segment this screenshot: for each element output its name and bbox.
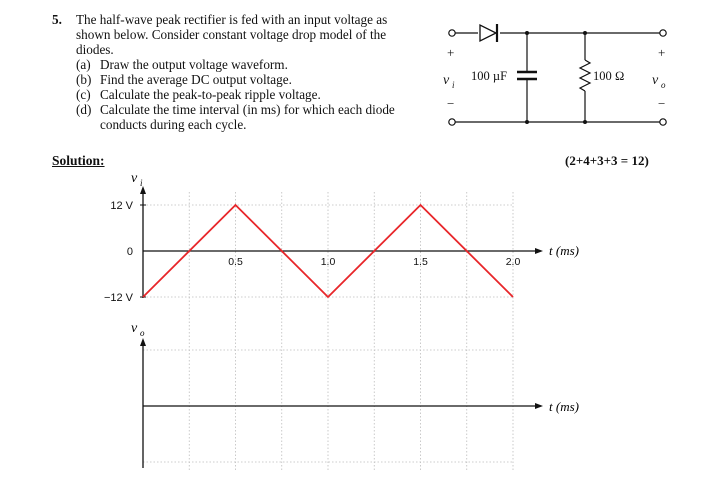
vi-axis-label-sub: i [140,178,143,188]
input-label: v [443,73,450,88]
vi-x-arrow [535,248,543,254]
x-tick-label: 2.0 [505,256,521,268]
stem-line: The half-wave peak rectifier is fed with an input voltage as [76,12,388,27]
question-number: 5. [52,12,62,27]
part-label: (a) [76,57,91,72]
output-minus: − [658,96,666,111]
marks-label: (2+4+3+3 = 12) [565,153,649,168]
y-tick-label: −12 V [103,292,133,304]
vi-axis-label: v [131,171,138,186]
vo-axis-label: v [131,321,138,336]
part-label: (c) [76,87,91,102]
part-text: Calculate the time interval (in ms) for which each diode [100,102,395,117]
vo-axis-label-sub: o [140,328,145,338]
output-plus: + [658,45,666,60]
x-tick-label: 1.5 [413,256,428,268]
x-tick-label: 0.5 [228,256,243,268]
part-label: (b) [76,72,92,87]
vi-plot [104,171,579,304]
part-text: Draw the output voltage waveform. [100,57,288,72]
vo-x-axis-label: t (ms) [549,399,579,414]
y-tick-label: 12 V [110,200,133,212]
input-label-sub: i [452,80,455,90]
output-label-sub: o [661,80,666,90]
vi-x-axis-label: t (ms) [549,243,579,258]
capacitor-label: 100 µF [471,69,508,83]
vo-y-arrow [140,338,146,346]
input-plus: + [447,45,455,60]
vo-plot [131,321,579,468]
stem-line: shown below. Consider constant voltage drop model of the [76,27,387,42]
input-minus: − [447,96,455,111]
output-label: v [652,73,659,88]
vo-x-arrow [535,403,543,409]
x-tick-label: 1.0 [320,256,336,268]
part-label: (d) [76,102,92,117]
y-tick-label: 0 [126,246,133,258]
solution-label: Solution: [52,153,105,168]
part-text: Calculate the peak-to-peak ripple voltage. [100,87,321,102]
resistor-label: 100 Ω [593,69,625,83]
part-text: Find the average DC output voltage. [100,72,292,87]
part-text: conducts during each cycle. [100,117,247,132]
stem-line: diodes. [76,42,114,57]
plot-grid [143,192,513,470]
